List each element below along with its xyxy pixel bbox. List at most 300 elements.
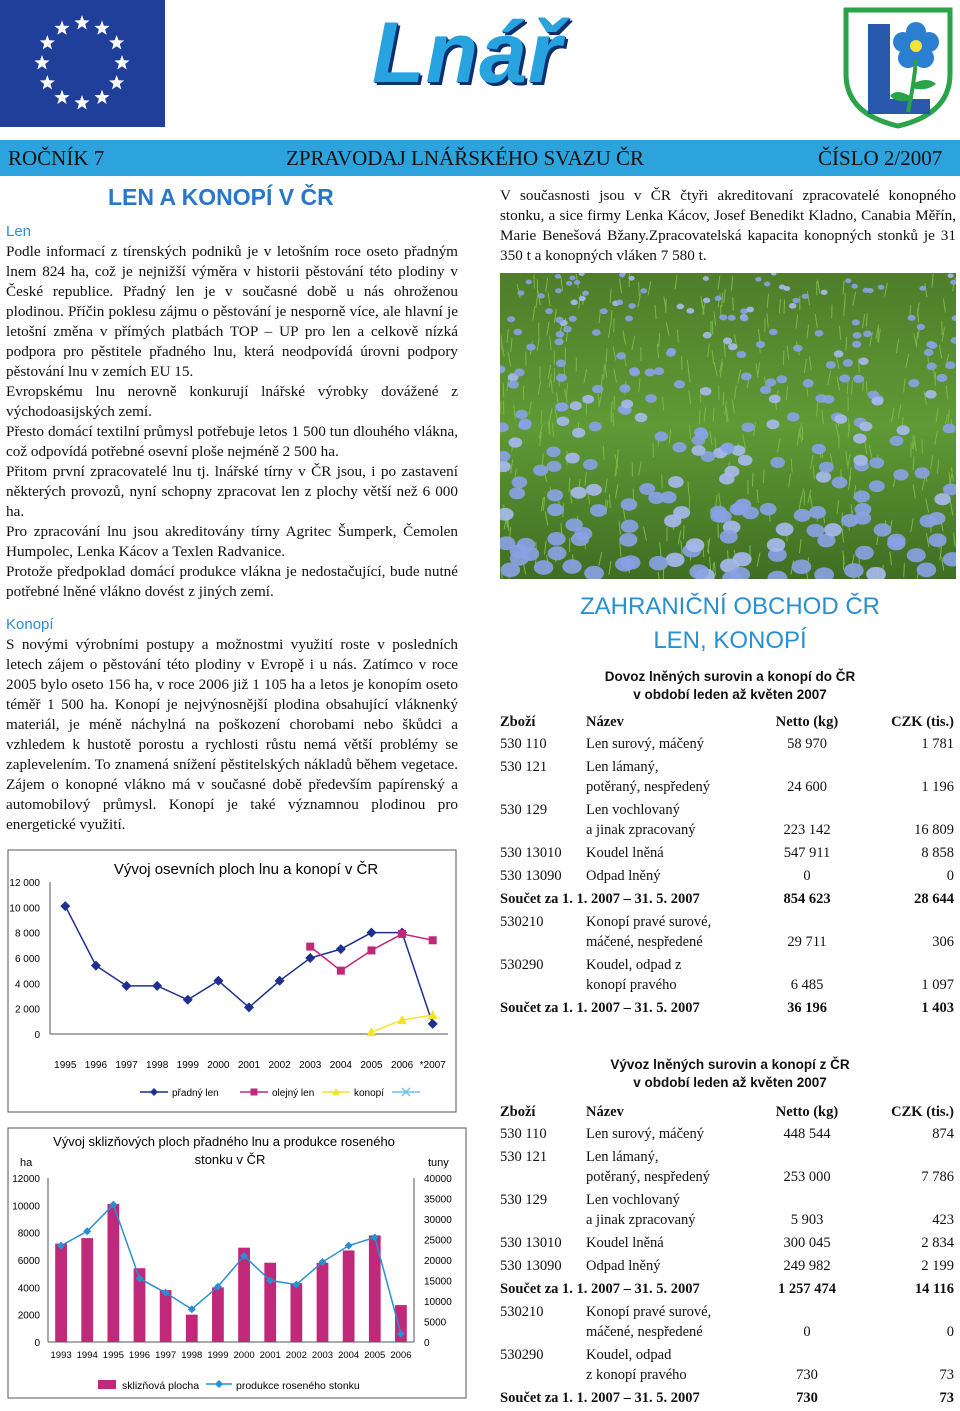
flax-flower-icon [635,413,648,422]
left-axis-unit: ha [20,1157,33,1169]
table-header-row [500,712,954,734]
flax-flower-icon [851,284,858,289]
flax-flower-icon [917,562,937,577]
flax-flower-icon [513,329,522,336]
netto-value: 6 485 [751,955,863,998]
commodity-name: Len vochlovaný a jinak zpracovaný [586,1190,751,1233]
flax-flower-icon [855,546,874,560]
flax-flower-icon [615,557,634,571]
flax-flower-icon [789,303,797,309]
flax-flower-icon [792,559,811,574]
flax-flower-icon [645,394,657,403]
netto-value: 1 257 474 [751,1279,863,1302]
data-point [429,936,437,944]
flax-flower-icon [555,274,561,279]
table-row [500,1147,954,1190]
netto-value: 5 903 [751,1190,863,1233]
netto-value: 854 623 [751,889,863,912]
netto-value: 300 045 [751,1233,863,1256]
sum-row [500,998,954,1021]
column-header: Název [586,1102,751,1124]
len-paragraph-2: Evropskému lnu nerovně konkurují lnářské výrobky dovážené z východoasijských zemí. [6,382,458,422]
commodity-code: 530 121 [500,1147,586,1190]
flax-flower-icon [878,285,885,290]
flax-flower-icon [571,300,578,306]
stem [784,299,785,313]
flax-flower-icon [812,444,826,455]
flax-flower-icon [832,477,848,489]
flax-flower-icon [853,433,867,443]
flax-flower-icon [917,324,925,330]
flax-flower-icon [621,520,639,533]
flax-flower-icon [843,359,853,367]
export-table-title [540,1056,920,1092]
flax-flower-icon [853,375,864,383]
x-tick-label: 2004 [338,1350,359,1361]
flax-flower-icon [937,374,948,382]
flax-flower-icon [555,317,563,323]
y-tick-label: 4 000 [15,979,40,990]
flax-flower-icon [893,469,908,480]
flax-flower-icon [854,490,870,502]
flax-flower-icon [621,498,638,510]
table-row [500,1345,954,1388]
table-row [500,955,954,998]
flax-flower-icon [654,367,664,375]
area-line-chart [0,848,460,1116]
flax-flower-icon [668,476,684,488]
czk-value: 73 [863,1345,954,1388]
flax-flower-icon [692,445,706,456]
flax-flower-icon [815,394,827,403]
x-tick-label: 2005 [364,1350,385,1361]
column-header: CZK (tis.) [863,712,954,734]
flax-flower-icon [869,480,885,492]
flax-flower-icon [919,286,926,291]
commodity-name: Len surový, máčený [586,734,751,757]
flax-flower-icon [767,538,785,552]
flax-flower-icon [557,416,570,426]
left-tick-label: 10000 [12,1201,40,1212]
stem [904,563,905,577]
commodity-code: 530290 [500,1345,586,1388]
legend-label: produkce roseného stonku [236,1380,360,1392]
flax-flower-icon [928,342,937,349]
flax-flower-icon [689,564,709,579]
flax-flower-icon [890,436,904,446]
flax-flower-icon [616,352,626,359]
bar [290,1283,302,1342]
flax-flower-icon [566,281,572,286]
legend-label: přadný len [172,1088,219,1099]
flax-flower-icon [809,506,826,519]
processors-text: V současnosti jsou v ČR čtyři akreditovaní zpracovatelé konopného stonku, a sice firmy Lenka Kácov, Josef Benedikt Kladno, Canabia Měřín, Marie Benešová Bžany.Zpracovatelská kapacita konopných stonků je 31 350 t a konopných vláken 7 580 t. [500,186,956,266]
column-header: CZK (tis.) [863,1102,954,1124]
flax-flower-icon [703,276,709,281]
flax-flower-icon [869,457,884,468]
len-paragraph-3: Přesto domácí textilní průmysl potřebuje letos 1 500 tun dlouhého vlákna, což odpovídá potřebné osevní ploše nejméně 2 500 ha. [6,422,458,462]
stem [913,456,914,470]
flax-flower-icon [854,512,871,525]
commodity-name: Koudel, odpad z konopí pravého [586,1345,751,1388]
netto-value: 29 711 [751,912,863,955]
flax-flower-icon [664,514,681,527]
flax-flower-icon [600,308,608,314]
flax-flower-icon [616,300,623,306]
flax-flower-icon [518,420,531,430]
import-title-line2: v období leden až květen 2007 [540,686,920,704]
flax-flower-icon [728,315,736,321]
issue-number: ČÍSLO 2/2007 [818,146,942,171]
flax-flower-icon [934,493,950,505]
bar [107,1204,119,1342]
netto-value: 547 911 [751,843,863,866]
flax-flower-icon [835,414,848,424]
right-tick-label: 40000 [424,1174,452,1185]
flax-flower-icon [534,560,553,575]
commodity-code: 530210 [500,1302,586,1345]
commodity-code: 530 129 [500,800,586,843]
flax-flower-icon [852,319,860,325]
y-tick-label: 12 000 [9,878,40,889]
flax-flower-icon [907,548,926,562]
x-tick-label: 2002 [268,1060,291,1071]
stem [689,496,690,510]
flax-flower-icon [619,533,637,547]
flax-flower-icon [769,329,778,336]
flax-flower-icon [815,330,824,337]
publication-name: ZPRAVODAJ LNÁŘSKÉHO SVAZU ČR [286,146,644,171]
flax-flower-icon [746,307,754,313]
czk-value: 8 858 [863,843,954,866]
flax-flower-icon [654,431,667,441]
export-table [500,1102,954,1411]
data-point [398,930,406,938]
len-paragraph-6: Protože předpoklad domácí produkce vlákna je nedostačující, bude nutné potřebné lněné vlákno dovést z jiných zemí. [6,562,458,602]
flax-flower-icon [724,466,739,477]
commodity-code: 530 13010 [500,1233,586,1256]
x-tick-label: 1998 [181,1350,202,1361]
x-tick-label: 2000 [234,1350,255,1361]
flax-flower-icon [897,425,910,435]
flax-flower-icon [924,349,934,356]
czk-value: 1 196 [863,757,954,800]
column-header: Zboží [500,712,586,734]
netto-value: 0 [751,1302,863,1345]
flax-flower-icon [730,503,747,516]
flax-flower-icon [887,537,905,551]
flax-flower-icon [853,332,862,339]
legend-label: olejný len [272,1088,314,1099]
flax-flower-icon [574,280,580,285]
x-tick-label: 2002 [286,1350,307,1361]
czk-value: 2 834 [863,1233,954,1256]
right-tick-label: 0 [424,1338,430,1349]
flax-flower-icon [720,530,738,544]
konopi-paragraph: S novými výrobními postupy a možnostmi využití roste v posledních letech zájem o pěstování této plodiny v Evropě i u nás. Zatímco v roce 2005 bylo oseto 156 ha, v roce 2006 již 1 105 ha a letos je konopím oseto téměř 1 500 ha. Konopí je nejvýnosnější plodina obsahující vláknenký materiál, je méně náchylná na poškození chorobami nebo škůdci a vzhledem k hustotě porostu a rychlosti růstu nemá větší problémy se zaplevelením. To znamená snížení pěstitelských nákladů během vegetace. Zájem o konopné vlákno má v současné době především papírenský a automobilový průmysl. Konopí je také významnou plodinou pro energetické využití. [6,635,458,835]
len-paragraph-1: Podle informací z tírenských podniků je v letošním roce oseto přadným lnem 824 ha, což je nejnižší výměra v historii pěstování této plodiny v České republice. Přadný len je v současné době u nás ohroženou plodinou. Příčin poklesu zájmu o pěstování je nesporně více, ale hlavní je letošní změna v přímých platbách TOP – UP pro len a celkově nízká podpora pro pěstitele přadného lnu, která neodpovídá úrovni podpory pěstování lnu v zemích EU 15. [6,242,458,382]
flax-flower-icon [715,296,722,301]
table-row [500,757,954,800]
flax-flower-icon [569,316,577,322]
right-tick-label: 35000 [424,1195,452,1206]
trade-title-line1: ZAHRANIČNÍ OBCHOD ČR [510,590,950,624]
legend-label: sklizňová plocha [122,1380,199,1392]
flax-flower-icon [764,282,771,287]
flax-flower-icon [586,484,602,496]
flax-flower-icon [687,308,695,314]
data-point [367,946,375,954]
netto-value: 448 544 [751,1124,863,1147]
len-heading: Len [6,222,458,242]
flax-flower-icon [562,559,581,574]
eu-flag-logo [0,0,165,127]
commodity-code: 530290 [500,955,586,998]
flax-flower-icon [579,296,586,301]
issue-header-bar [0,140,960,176]
flax-flower-icon [853,455,868,466]
flax-flower-icon [508,380,519,388]
len-section [6,222,458,602]
flax-flower-icon [515,410,527,419]
flax-flower-icon [660,491,676,503]
x-tick-label: 1993 [51,1350,72,1361]
commodity-code: 530 121 [500,757,586,800]
left-tick-label: 12000 [12,1174,40,1185]
x-tick-label: 1995 [103,1350,124,1361]
data-point [337,967,345,975]
len-paragraph-5: Pro zpracování lnu jsou akreditovány tírny Agritec Šumperk, Čemolen Humpolec, Lenka Kácov a Texlen Radvanice. [6,522,458,562]
czk-value: 0 [863,1302,954,1345]
flax-flower-icon [816,471,831,482]
flax-flower-icon [826,361,836,369]
x-tick-label: 1996 [129,1350,150,1361]
flax-flower-icon [945,361,955,369]
commodity-code: 530 13010 [500,843,586,866]
flax-flower-icon [569,276,575,281]
czk-value: 306 [863,912,954,955]
flax-flower-icon [844,563,864,578]
flax-flower-icon [592,385,603,393]
stem [682,356,683,370]
y-tick-label: 2 000 [15,1005,40,1016]
x-tick-label: 1996 [85,1060,108,1071]
legend-label: konopí [354,1088,384,1099]
flax-flower-icon [640,288,647,293]
flax-flower-icon [565,453,579,464]
flax-flower-icon [834,350,844,357]
flax-flower-icon [719,314,727,320]
czk-value: 1 403 [863,998,954,1021]
len-paragraph-4: Přitom první zpracovatelé lnu tj. lnářské tírny v ČR jsou, i po zastavení některých provozů, nyní schopny zpracovat len z plochy větší než 6 000 ha. [6,462,458,522]
flax-flower-icon [592,329,601,336]
x-tick-label: 2000 [207,1060,230,1071]
flax-flower-icon [619,273,625,277]
sum-row [500,889,954,912]
czk-value: 7 786 [863,1147,954,1190]
flax-flower-icon [819,462,834,473]
table-row [500,1124,954,1147]
data-point [306,943,314,951]
flax-flower-icon [546,447,560,458]
flax-flower-icon [760,503,777,516]
column-header: Název [586,712,751,734]
flax-flower-icon [590,504,607,517]
flax-flower-icon [507,316,515,322]
netto-value: 223 142 [751,800,863,843]
export-title-line1: Vývoz lněných surovin a konopí z ČR [540,1056,920,1074]
flax-flower-icon [619,384,630,392]
commodity-name: Koudel lněná [586,843,751,866]
flax-flower-icon [871,397,883,406]
flax-flower-icon [915,467,930,478]
flax-flower-icon [639,483,655,495]
sum-label: Součet za 1. 1. 2007 – 31. 5. 2007 [500,1279,751,1302]
stem [752,473,753,487]
harvest-bar-chart [0,1126,470,1402]
x-tick-label: 2003 [312,1350,333,1361]
flax-flower-icon [755,277,761,282]
table-row [500,734,954,757]
trade-title [510,590,950,658]
flax-flower-icon [582,395,594,404]
flax-flower-icon [742,422,755,432]
table-row [500,1233,954,1256]
flax-flower-icon [723,338,732,345]
stem [699,411,700,425]
left-tick-label: 6000 [18,1256,41,1267]
table-row [500,912,954,955]
flax-flower-icon [545,308,553,314]
czk-value: 874 [863,1124,954,1147]
flax-flower-icon [582,291,589,296]
flax-flower-icon [572,428,585,438]
x-tick-label: 2003 [299,1060,322,1071]
konopi-heading: Konopí [6,615,458,635]
flax-flower-icon [509,487,525,499]
flax-flower-icon [756,341,765,348]
flax-flower-icon [563,326,572,332]
commodity-code: 530 129 [500,1190,586,1233]
flax-flower-icon [928,512,945,525]
flax-flower-icon [547,461,562,472]
commodity-name: Koudel, odpad z konopí pravého [586,955,751,998]
x-tick-label: 1999 [177,1060,200,1071]
sum-label: Součet za 1. 1. 2007 – 31. 5. 2007 [500,1388,751,1411]
flax-flower-icon [674,380,685,388]
table-header-row [500,1102,954,1124]
flax-flower-icon [908,315,916,321]
legend-marker [251,1089,258,1096]
import-table [500,712,954,1021]
flax-flower-icon [821,290,828,295]
chart-title: Vývoj osevních ploch lnu a konopí v ČR [114,861,378,878]
flax-flower-icon [526,344,535,351]
y-tick-label: 8 000 [15,929,40,940]
y-tick-label: 6 000 [15,954,40,965]
sum-row [500,1279,954,1302]
flax-flower-icon [556,374,567,382]
flax-flower-icon [628,303,636,309]
czk-value: 28 644 [863,889,954,912]
trade-title-line2: LEN, KONOPÍ [510,624,950,658]
czk-value: 1 781 [863,734,954,757]
right-tick-label: 15000 [424,1277,452,1288]
right-axis-unit: tuny [428,1157,449,1169]
flax-flower-icon [863,330,872,337]
commodity-name: Len surový, máčený [586,1124,751,1147]
commodity-name: Len vochlovaný a jinak zpracovaný [586,800,751,843]
processors-paragraph [500,186,956,266]
stem [733,297,734,311]
x-tick-label: 2001 [260,1350,281,1361]
import-table-title [540,668,920,704]
x-tick-label: 2001 [238,1060,261,1071]
flax-flower-icon [556,402,568,411]
table-row [500,1256,954,1279]
legend-swatch [98,1380,116,1389]
netto-value: 253 000 [751,1147,863,1190]
flax-flower-icon [555,288,562,293]
flax-flower-icon [517,290,524,295]
x-tick-label: 1997 [155,1350,176,1361]
x-tick-label: 2006 [390,1350,411,1361]
commodity-code: 530 110 [500,1124,586,1147]
flax-flower-icon [571,487,587,499]
flax-flower-icon [779,284,786,289]
x-tick-label: 2005 [360,1060,383,1071]
flax-flower-icon [852,341,861,348]
flax-flower-icon [710,506,727,519]
flax-flower-icon [787,412,800,421]
flax-flower-icon [554,338,563,345]
konopi-section [6,615,458,835]
left-tick-label: 0 [34,1338,40,1349]
commodity-code: 530 110 [500,734,586,757]
flax-flower-icon [766,419,779,429]
right-tick-label: 30000 [424,1215,452,1226]
netto-value: 58 970 [751,734,863,757]
czk-value: 2 199 [863,1256,954,1279]
flax-flower-icon [526,280,532,285]
flax-flower-icon [776,375,787,383]
flax-flower-icon [649,556,668,570]
commodity-code: 530 13090 [500,1256,586,1279]
column-header: Netto (kg) [751,1102,863,1124]
flax-flower-icon [738,455,753,466]
bar [264,1263,276,1342]
flax-flower-icon [565,518,583,531]
left-tick-label: 2000 [18,1311,41,1322]
commodity-name: Odpad lněný [586,866,751,889]
right-tick-label: 10000 [424,1297,452,1308]
column-header: Zboží [500,1102,586,1124]
flax-flower-icon [628,276,634,281]
stem [503,383,504,397]
flax-flower-icon [802,294,809,299]
x-tick-label: 2006 [391,1060,414,1071]
flax-flower-icon [570,401,582,410]
import-title-line1: Dovoz lněných surovin a konopí do ČR [540,668,920,686]
chart-title-line1: Vývoj sklizňových ploch přadného lnu a produkce roseného [53,1134,395,1149]
flax-flower-icon [760,386,771,395]
commodity-name: Konopí pravé surové, máčené, nespředené [586,1302,751,1345]
y-tick-label: 0 [34,1030,40,1041]
flax-flower-icon [721,443,735,453]
table-row [500,1190,954,1233]
flax-flower-icon [589,422,602,432]
flax-flower-icon [645,368,656,376]
